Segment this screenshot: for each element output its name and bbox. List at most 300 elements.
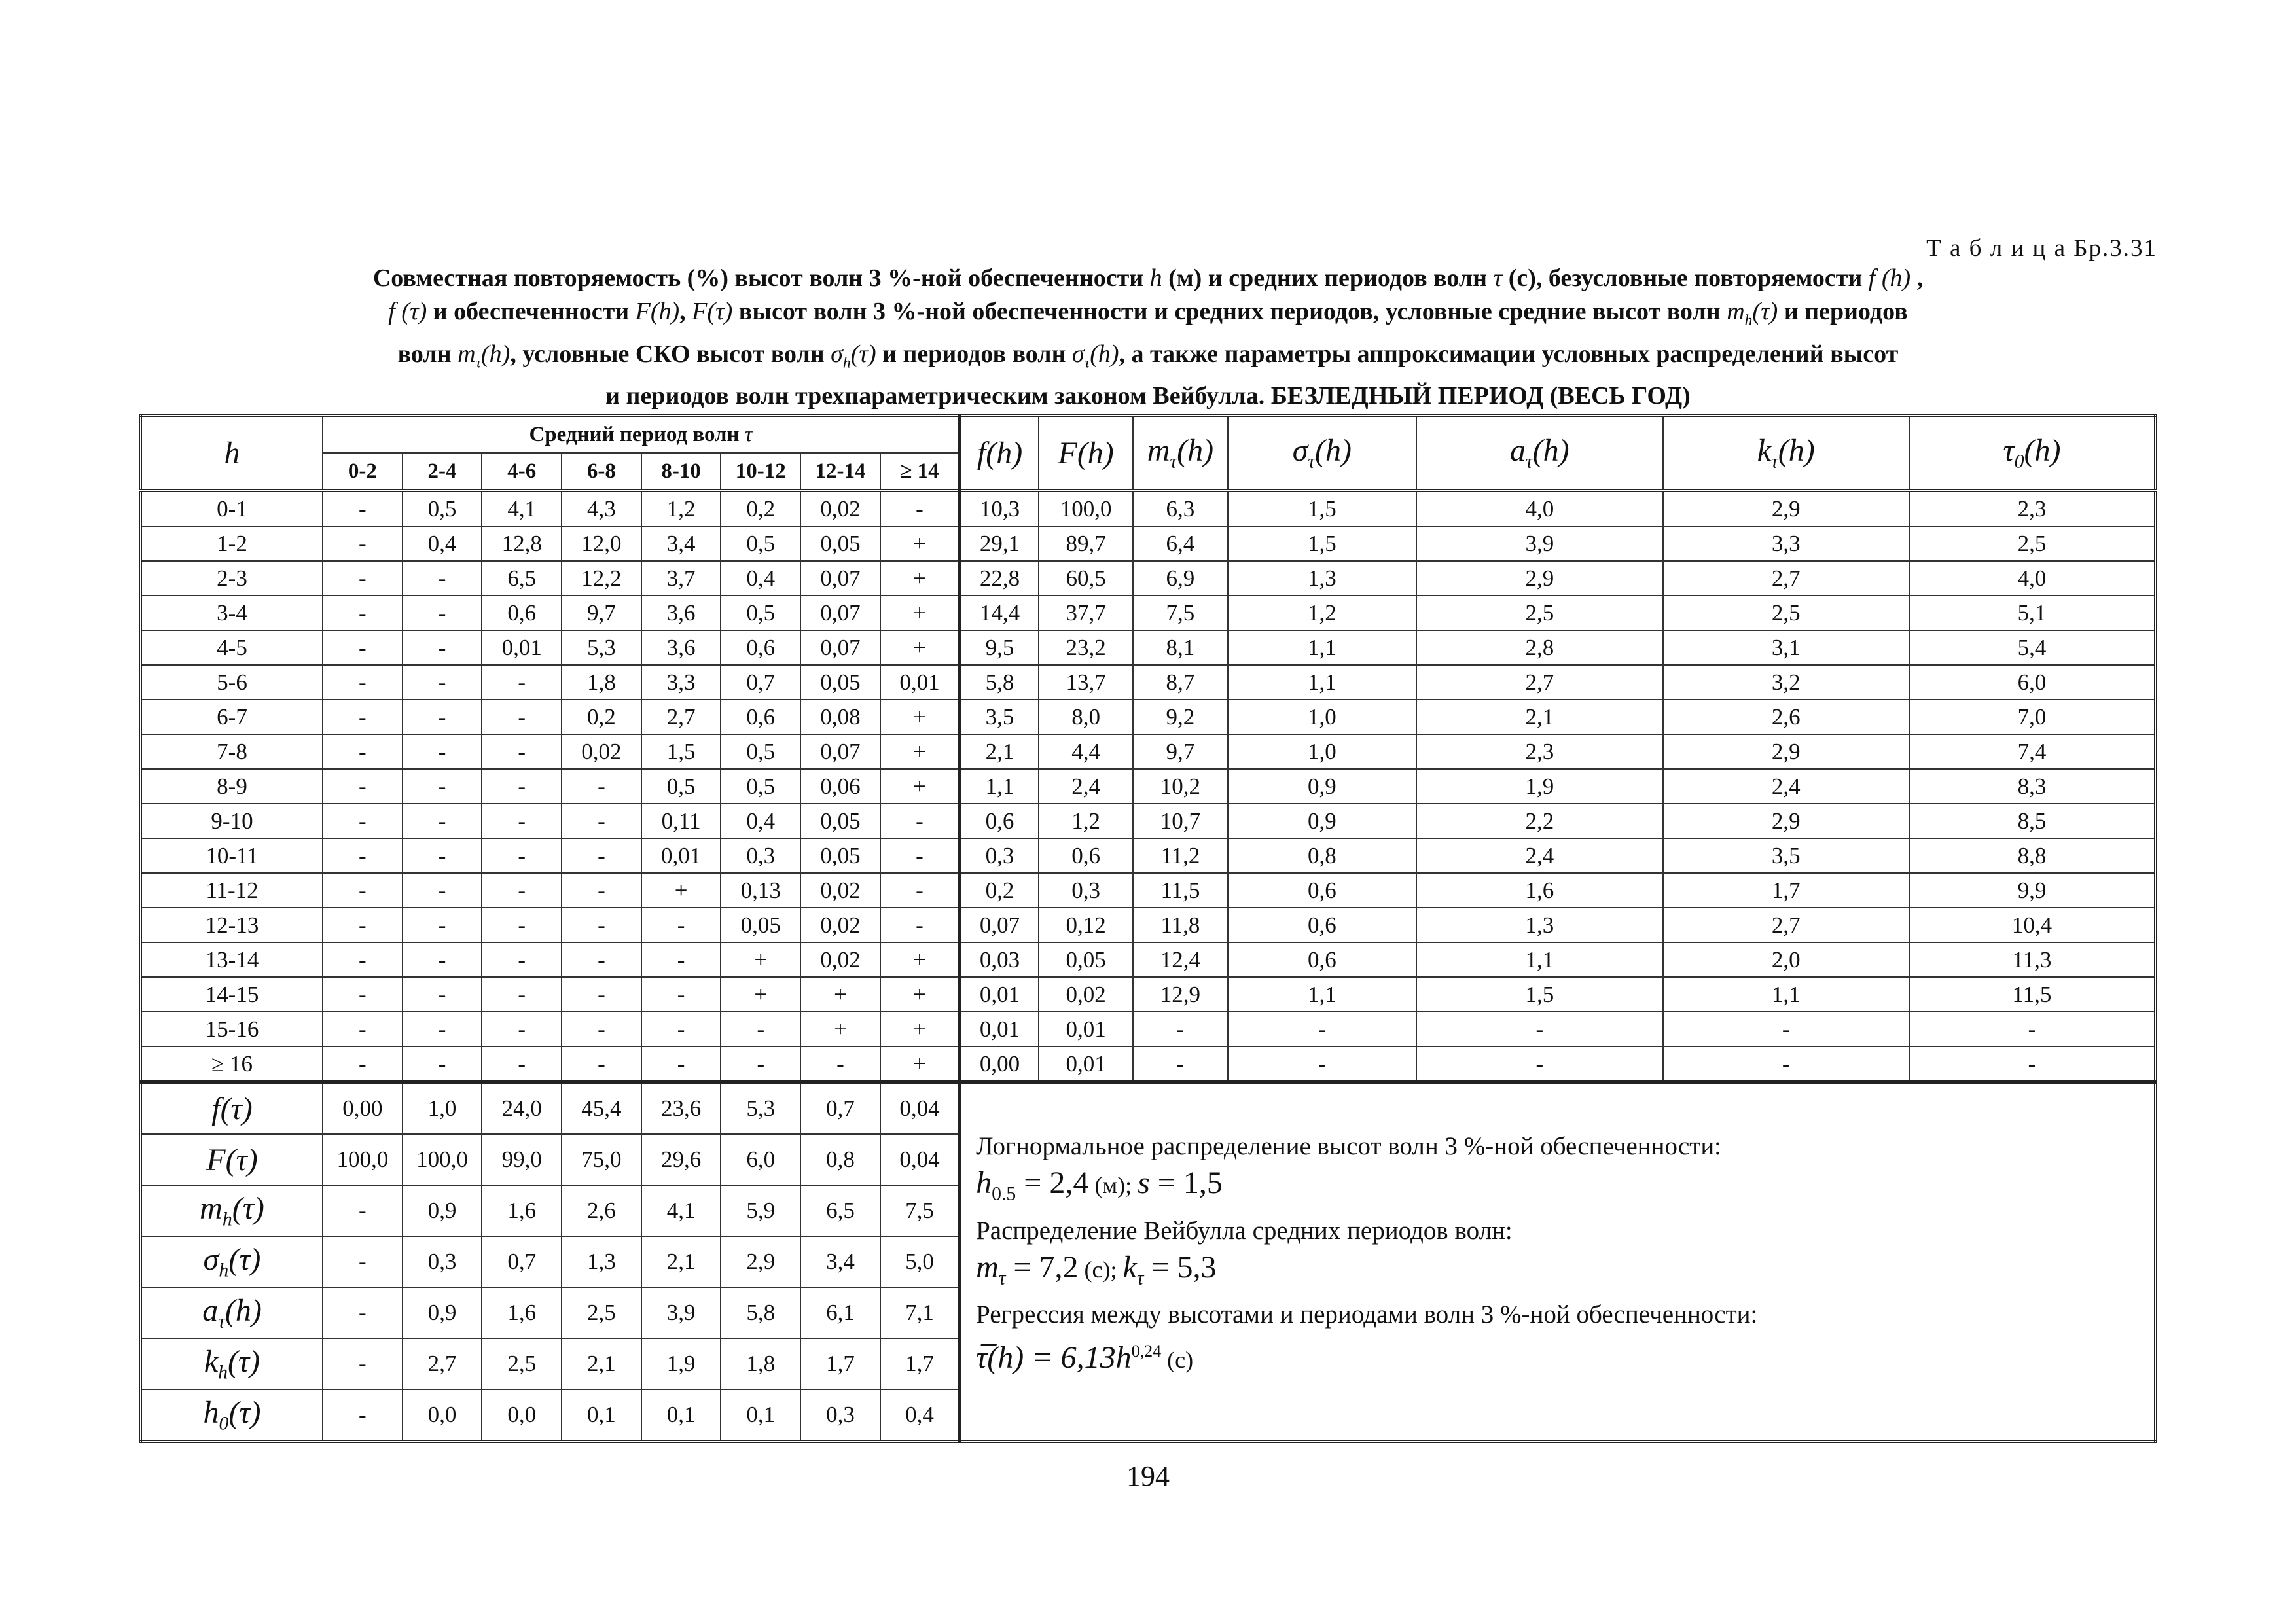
row-h-label: 14-15 [141, 977, 323, 1012]
cell-frequency: 0,05 [800, 804, 880, 838]
cell-frequency: + [880, 561, 960, 596]
cell-frequency: - [403, 700, 482, 734]
cell-stat: 14,4 [960, 596, 1039, 630]
cell-tau-stat: 45,4 [562, 1082, 641, 1135]
cell-stat: 11,3 [1909, 942, 2156, 977]
cell-frequency: 0,02 [562, 734, 641, 769]
row-tau-stat-label: F(τ) [141, 1134, 323, 1185]
cell-frequency: 0,5 [721, 526, 800, 561]
cell-stat: 8,5 [1909, 804, 2156, 838]
cell-frequency: - [323, 977, 403, 1012]
cell-stat: 2,4 [1039, 769, 1133, 804]
cell-frequency: 0,5 [403, 491, 482, 527]
cell-stat: 4,4 [1039, 734, 1133, 769]
row-h-label: 13-14 [141, 942, 323, 977]
cell-frequency: - [482, 700, 562, 734]
row-h-label: 1-2 [141, 526, 323, 561]
cell-stat: - [1663, 1012, 1909, 1046]
cell-frequency: - [403, 873, 482, 908]
cell-stat: 2,1 [960, 734, 1039, 769]
cell-stat: 2,7 [1663, 561, 1909, 596]
cell-tau-stat: 4,1 [641, 1185, 721, 1236]
table-row [141, 804, 2156, 838]
cell-stat: 1,2 [1039, 804, 1133, 838]
cell-stat: 8,8 [1909, 838, 2156, 873]
cell-tau-stat: 2,1 [562, 1338, 641, 1389]
header-period-7: ≥ 14 [880, 453, 960, 491]
cell-frequency: - [721, 1012, 800, 1046]
cell-stat: 1,3 [1416, 908, 1662, 942]
cell-frequency: - [482, 1046, 562, 1082]
cell-tau-stat: - [323, 1185, 403, 1236]
cell-frequency: 0,02 [800, 491, 880, 527]
cell-stat: 5,4 [1909, 630, 2156, 665]
cell-stat: 3,5 [1663, 838, 1909, 873]
cell-tau-stat: 1,0 [403, 1082, 482, 1135]
cell-tau-stat: - [323, 1287, 403, 1338]
cell-frequency: - [562, 977, 641, 1012]
cell-frequency: 0,2 [562, 700, 641, 734]
row-tau-stat-label: f(τ) [141, 1082, 323, 1135]
row-h-label: 10-11 [141, 838, 323, 873]
cell-frequency: 4,1 [482, 491, 562, 527]
cell-stat: 9,2 [1133, 700, 1227, 734]
cell-stat: 1,1 [1228, 665, 1417, 700]
cell-frequency: - [641, 1012, 721, 1046]
cell-frequency: + [880, 734, 960, 769]
cell-frequency: 0,05 [800, 838, 880, 873]
cell-frequency: + [880, 526, 960, 561]
cell-stat: 2,3 [1416, 734, 1662, 769]
cell-tau-stat: 75,0 [562, 1134, 641, 1185]
cell-tau-stat: 1,3 [562, 1236, 641, 1287]
cell-stat: - [1663, 1046, 1909, 1082]
cell-frequency: - [562, 942, 641, 977]
cell-frequency: + [800, 1012, 880, 1046]
header-period-4: 8-10 [641, 453, 721, 491]
cell-frequency: 0,05 [721, 908, 800, 942]
table-row [141, 1082, 2156, 1135]
cell-frequency: - [323, 665, 403, 700]
header-period-3: 6-8 [562, 453, 641, 491]
cell-frequency: - [482, 769, 562, 804]
cell-frequency: 0,4 [403, 526, 482, 561]
cell-frequency: - [403, 769, 482, 804]
cell-tau-stat: 24,0 [482, 1082, 562, 1135]
cell-frequency: - [323, 804, 403, 838]
cell-stat: - [1228, 1012, 1417, 1046]
cell-frequency: - [482, 804, 562, 838]
cell-frequency: + [880, 1012, 960, 1046]
cell-frequency: 3,4 [641, 526, 721, 561]
cell-stat: 0,01 [960, 1012, 1039, 1046]
cell-stat: 1,3 [1228, 561, 1417, 596]
cell-tau-stat: 7,1 [880, 1287, 960, 1338]
cell-stat: 1,1 [1663, 977, 1909, 1012]
cell-frequency: - [403, 1046, 482, 1082]
cell-stat: 1,5 [1416, 977, 1662, 1012]
table-row [141, 942, 2156, 977]
cell-stat: 2,0 [1663, 942, 1909, 977]
cell-frequency: - [562, 804, 641, 838]
cell-tau-stat: 2,5 [482, 1338, 562, 1389]
cell-tau-stat: 0,3 [800, 1389, 880, 1442]
cell-stat: 1,0 [1228, 700, 1417, 734]
cell-tau-stat: - [323, 1236, 403, 1287]
cell-tau-stat: 0,7 [482, 1236, 562, 1287]
header-period-5: 10-12 [721, 453, 800, 491]
wave-frequency-table [139, 414, 2157, 1443]
cell-stat: 0,02 [1039, 977, 1133, 1012]
cell-frequency: 0,2 [721, 491, 800, 527]
cell-stat: 1,7 [1663, 873, 1909, 908]
cell-stat: 12,4 [1133, 942, 1227, 977]
cell-stat: 1,1 [960, 769, 1039, 804]
row-h-label: 4-5 [141, 630, 323, 665]
cell-stat: 11,5 [1909, 977, 2156, 1012]
cell-frequency: - [323, 908, 403, 942]
cell-tau-stat: 0,8 [800, 1134, 880, 1185]
cell-frequency: - [641, 942, 721, 977]
table-row [141, 700, 2156, 734]
cell-frequency: 4,3 [562, 491, 641, 527]
cell-frequency: 1,8 [562, 665, 641, 700]
lognormal-title: Логнормальное распределение высот волн 3 %-ной обеспеченности: [976, 1132, 1722, 1160]
cell-frequency: 6,5 [482, 561, 562, 596]
cell-frequency: 3,6 [641, 596, 721, 630]
cell-tau-stat: 6,1 [800, 1287, 880, 1338]
cell-frequency: 0,07 [800, 630, 880, 665]
cell-frequency: - [323, 873, 403, 908]
table-row [141, 769, 2156, 804]
row-h-label: 11-12 [141, 873, 323, 908]
cell-frequency: - [323, 1046, 403, 1082]
header-period-2: 4-6 [482, 453, 562, 491]
cell-frequency: - [482, 1012, 562, 1046]
cell-tau-stat: 1,7 [880, 1338, 960, 1389]
header-stat-2: $m_\tau(h)$ [1133, 416, 1227, 491]
cell-frequency: - [403, 596, 482, 630]
cell-frequency: 3,3 [641, 665, 721, 700]
cell-frequency: 0,6 [721, 630, 800, 665]
cell-tau-stat: 1,9 [641, 1338, 721, 1389]
regression-title: Регрессия между высотами и периодами волн 3 %-ной обеспеченности: [976, 1300, 1758, 1329]
cell-frequency: + [880, 1046, 960, 1082]
table-row [141, 1012, 2156, 1046]
cell-frequency: - [482, 838, 562, 873]
cell-frequency: - [323, 491, 403, 527]
cell-frequency: 0,01 [880, 665, 960, 700]
cell-tau-stat: 0,9 [403, 1287, 482, 1338]
cell-frequency: - [562, 838, 641, 873]
cell-stat: 0,2 [960, 873, 1039, 908]
cell-stat: 0,00 [960, 1046, 1039, 1082]
cell-frequency: 12,8 [482, 526, 562, 561]
cell-stat: 2,9 [1416, 561, 1662, 596]
cell-tau-stat: 23,6 [641, 1082, 721, 1135]
cell-stat: 7,0 [1909, 700, 2156, 734]
row-h-label: 3-4 [141, 596, 323, 630]
cell-frequency: - [403, 804, 482, 838]
table-row [141, 977, 2156, 1012]
row-h-label: 6-7 [141, 700, 323, 734]
cell-frequency: - [403, 1012, 482, 1046]
cell-stat: - [1228, 1046, 1417, 1082]
cell-frequency: 3,7 [641, 561, 721, 596]
cell-frequency: - [403, 838, 482, 873]
cell-tau-stat: 2,1 [641, 1236, 721, 1287]
cell-tau-stat: 29,6 [641, 1134, 721, 1185]
cell-stat: 4,0 [1416, 491, 1662, 527]
cell-tau-stat: 1,6 [482, 1185, 562, 1236]
cell-tau-stat: 0,1 [562, 1389, 641, 1442]
cell-stat: 2,4 [1416, 838, 1662, 873]
cell-stat: 2,9 [1663, 804, 1909, 838]
cell-frequency: + [880, 977, 960, 1012]
cell-tau-stat: 5,0 [880, 1236, 960, 1287]
cell-frequency: - [323, 596, 403, 630]
cell-stat: 2,8 [1416, 630, 1662, 665]
cell-frequency: - [800, 1046, 880, 1082]
cell-frequency: - [562, 908, 641, 942]
cell-tau-stat: 0,00 [323, 1082, 403, 1135]
cell-stat: 0,9 [1228, 769, 1417, 804]
cell-tau-stat: 5,3 [721, 1082, 800, 1135]
cell-frequency: 5,3 [562, 630, 641, 665]
cell-tau-stat: 0,9 [403, 1185, 482, 1236]
cell-frequency: - [482, 734, 562, 769]
weibull-title: Распределение Вейбулла средних периодов волн: [976, 1216, 1513, 1245]
cell-tau-stat: 2,9 [721, 1236, 800, 1287]
cell-frequency: 0,4 [721, 804, 800, 838]
cell-frequency: - [880, 838, 960, 873]
cell-frequency: + [800, 977, 880, 1012]
cell-stat: 9,7 [1133, 734, 1227, 769]
cell-frequency: - [403, 908, 482, 942]
cell-frequency: 1,5 [641, 734, 721, 769]
cell-stat: 2,4 [1663, 769, 1909, 804]
cell-stat: 0,01 [960, 977, 1039, 1012]
cell-stat: 6,9 [1133, 561, 1227, 596]
cell-stat: 10,4 [1909, 908, 2156, 942]
cell-tau-stat: 5,9 [721, 1185, 800, 1236]
cell-frequency: 0,5 [641, 769, 721, 804]
cell-stat: 4,0 [1909, 561, 2156, 596]
cell-frequency: - [403, 734, 482, 769]
cell-frequency: 0,02 [800, 942, 880, 977]
table-number-label: Т а б л и ц а Бр.3.31 [1926, 235, 2157, 262]
cell-tau-stat: 0,3 [403, 1236, 482, 1287]
cell-stat: 2,6 [1663, 700, 1909, 734]
header-period-6: 12-14 [800, 453, 880, 491]
cell-frequency: 2,7 [641, 700, 721, 734]
cell-stat: 0,6 [1039, 838, 1133, 873]
cell-stat: 0,3 [1039, 873, 1133, 908]
cell-frequency: - [880, 804, 960, 838]
cell-frequency: - [880, 873, 960, 908]
cell-stat: 0,07 [960, 908, 1039, 942]
table-caption: Совместная повторяемость (%) высот волн 3 %-ной обеспеченности h (м) и средних периодов волн τ (с), безусловные повторяемости f (h) , f (τ) и обеспеченности F(h), F(τ) высот волн 3 %-ной обеспеченности и средних периодов, условные средние высот волн $m_h(\tau)$ и периодов волн $m_\tau(h)$, условные СКО высот волн $\sigma_h(\tau)$ и периодов волн $\sigma_\tau(h)$, а также параметры аппроксимации условных распределений высот и периодов волн трехпараметрическим законом Вейбулла. БЕЗЛЕДНЫЙ ПЕРИОД (ВЕСЬ ГОД) [372, 264, 1924, 410]
cell-stat: 2,7 [1416, 665, 1662, 700]
row-tau-stat-label: $a_\tau(h)$ [141, 1287, 323, 1338]
cell-tau-stat: 6,0 [721, 1134, 800, 1185]
cell-frequency: 0,01 [482, 630, 562, 665]
table-row [141, 561, 2156, 596]
cell-stat: 1,5 [1228, 491, 1417, 527]
cell-frequency: + [880, 769, 960, 804]
cell-stat: 7,5 [1133, 596, 1227, 630]
cell-tau-stat: 3,9 [641, 1287, 721, 1338]
cell-stat: 22,8 [960, 561, 1039, 596]
cell-frequency: 0,01 [641, 838, 721, 873]
cell-frequency: - [323, 561, 403, 596]
row-h-label: 12-13 [141, 908, 323, 942]
cell-tau-stat: 0,04 [880, 1134, 960, 1185]
cell-frequency: 0,5 [721, 596, 800, 630]
cell-tau-stat: 1,7 [800, 1338, 880, 1389]
cell-frequency: + [721, 942, 800, 977]
cell-frequency: 0,5 [721, 769, 800, 804]
cell-stat: 0,6 [1228, 873, 1417, 908]
cell-frequency: + [880, 630, 960, 665]
cell-stat: 12,9 [1133, 977, 1227, 1012]
cell-frequency: 12,2 [562, 561, 641, 596]
cell-frequency: - [323, 734, 403, 769]
cell-stat: 6,4 [1133, 526, 1227, 561]
cell-tau-stat: 2,6 [562, 1185, 641, 1236]
cell-stat: 1,2 [1228, 596, 1417, 630]
cell-stat: 6,0 [1909, 665, 2156, 700]
cell-frequency: - [482, 873, 562, 908]
header-stat-3: $\sigma_\tau(h)$ [1228, 416, 1417, 491]
row-h-label: 9-10 [141, 804, 323, 838]
cell-frequency: - [641, 977, 721, 1012]
cell-stat: 10,3 [960, 491, 1039, 527]
cell-stat: 5,8 [960, 665, 1039, 700]
cell-frequency: - [323, 942, 403, 977]
cell-stat: 8,1 [1133, 630, 1227, 665]
cell-stat: 1,1 [1228, 977, 1417, 1012]
regression-formula: τ̅(h) = $6,13h^{0,24}$ (с) [976, 1340, 1194, 1376]
cell-stat: 2,5 [1909, 526, 2156, 561]
cell-frequency: - [323, 1012, 403, 1046]
header-period-1: 2-4 [403, 453, 482, 491]
cell-frequency: 0,6 [482, 596, 562, 630]
cell-tau-stat: 1,8 [721, 1338, 800, 1389]
cell-tau-stat: 1,6 [482, 1287, 562, 1338]
table-row [141, 734, 2156, 769]
cell-stat: 2,9 [1663, 491, 1909, 527]
cell-frequency: 0,4 [721, 561, 800, 596]
header-stat-5: $k_\tau(h)$ [1663, 416, 1909, 491]
cell-frequency: - [403, 561, 482, 596]
cell-tau-stat: 2,5 [562, 1287, 641, 1338]
cell-frequency: - [403, 977, 482, 1012]
table-row [141, 908, 2156, 942]
cell-frequency: + [641, 873, 721, 908]
header-stat-0: f(h) [960, 416, 1039, 491]
cell-frequency: 0,5 [721, 734, 800, 769]
cell-tau-stat: 0,0 [403, 1389, 482, 1442]
cell-stat: 89,7 [1039, 526, 1133, 561]
cell-frequency: - [562, 769, 641, 804]
cell-frequency: + [880, 596, 960, 630]
cell-stat: - [1416, 1012, 1662, 1046]
cell-tau-stat: - [323, 1338, 403, 1389]
cell-stat: 10,7 [1133, 804, 1227, 838]
cell-stat: 6,3 [1133, 491, 1227, 527]
cell-frequency: 0,02 [800, 908, 880, 942]
cell-tau-stat: 99,0 [482, 1134, 562, 1185]
cell-stat: 60,5 [1039, 561, 1133, 596]
cell-frequency: - [403, 942, 482, 977]
cell-stat: 8,7 [1133, 665, 1227, 700]
cell-stat: 37,7 [1039, 596, 1133, 630]
cell-stat: 1,0 [1228, 734, 1417, 769]
row-h-label: 5-6 [141, 665, 323, 700]
row-h-label: 15-16 [141, 1012, 323, 1046]
cell-tau-stat: 100,0 [403, 1134, 482, 1185]
cell-frequency: 9,7 [562, 596, 641, 630]
table-row [141, 630, 2156, 665]
cell-frequency: 0,07 [800, 596, 880, 630]
cell-stat: 9,9 [1909, 873, 2156, 908]
cell-stat: 2,3 [1909, 491, 2156, 527]
row-h-label: ≥ 16 [141, 1046, 323, 1082]
header-period-0: 0-2 [323, 453, 403, 491]
cell-frequency: 3,6 [641, 630, 721, 665]
cell-frequency: - [880, 908, 960, 942]
table-row [141, 596, 2156, 630]
cell-frequency: - [323, 526, 403, 561]
weibull-params: $m_\tau = 7,2$ (с); $k_\tau = 5,3$ [976, 1249, 1217, 1289]
cell-stat: 1,5 [1228, 526, 1417, 561]
cell-tau-stat: - [323, 1389, 403, 1442]
cell-tau-stat: 0,04 [880, 1082, 960, 1135]
cell-frequency: - [721, 1046, 800, 1082]
cell-stat: 3,1 [1663, 630, 1909, 665]
table-row [141, 491, 2156, 527]
cell-frequency: 1,2 [641, 491, 721, 527]
cell-frequency: - [323, 838, 403, 873]
cell-stat: 3,3 [1663, 526, 1909, 561]
cell-stat: 100,0 [1039, 491, 1133, 527]
cell-frequency: - [482, 977, 562, 1012]
cell-stat: 2,5 [1416, 596, 1662, 630]
cell-stat: 8,0 [1039, 700, 1133, 734]
cell-frequency: - [562, 873, 641, 908]
cell-frequency: 0,6 [721, 700, 800, 734]
cell-frequency: + [721, 977, 800, 1012]
cell-frequency: 12,0 [562, 526, 641, 561]
cell-frequency: 0,7 [721, 665, 800, 700]
cell-stat: 0,6 [960, 804, 1039, 838]
cell-stat: 0,3 [960, 838, 1039, 873]
cell-stat: 3,2 [1663, 665, 1909, 700]
cell-stat: - [1133, 1012, 1227, 1046]
cell-frequency: - [482, 665, 562, 700]
cell-frequency: 0,08 [800, 700, 880, 734]
cell-tau-stat: 0,0 [482, 1389, 562, 1442]
cell-frequency: - [403, 665, 482, 700]
cell-stat: 3,9 [1416, 526, 1662, 561]
cell-stat: 2,5 [1663, 596, 1909, 630]
cell-frequency: - [323, 700, 403, 734]
cell-stat: 1,1 [1228, 630, 1417, 665]
row-tau-stat-label: $k_h(\tau)$ [141, 1338, 323, 1389]
cell-tau-stat: 7,5 [880, 1185, 960, 1236]
cell-frequency: + [880, 942, 960, 977]
